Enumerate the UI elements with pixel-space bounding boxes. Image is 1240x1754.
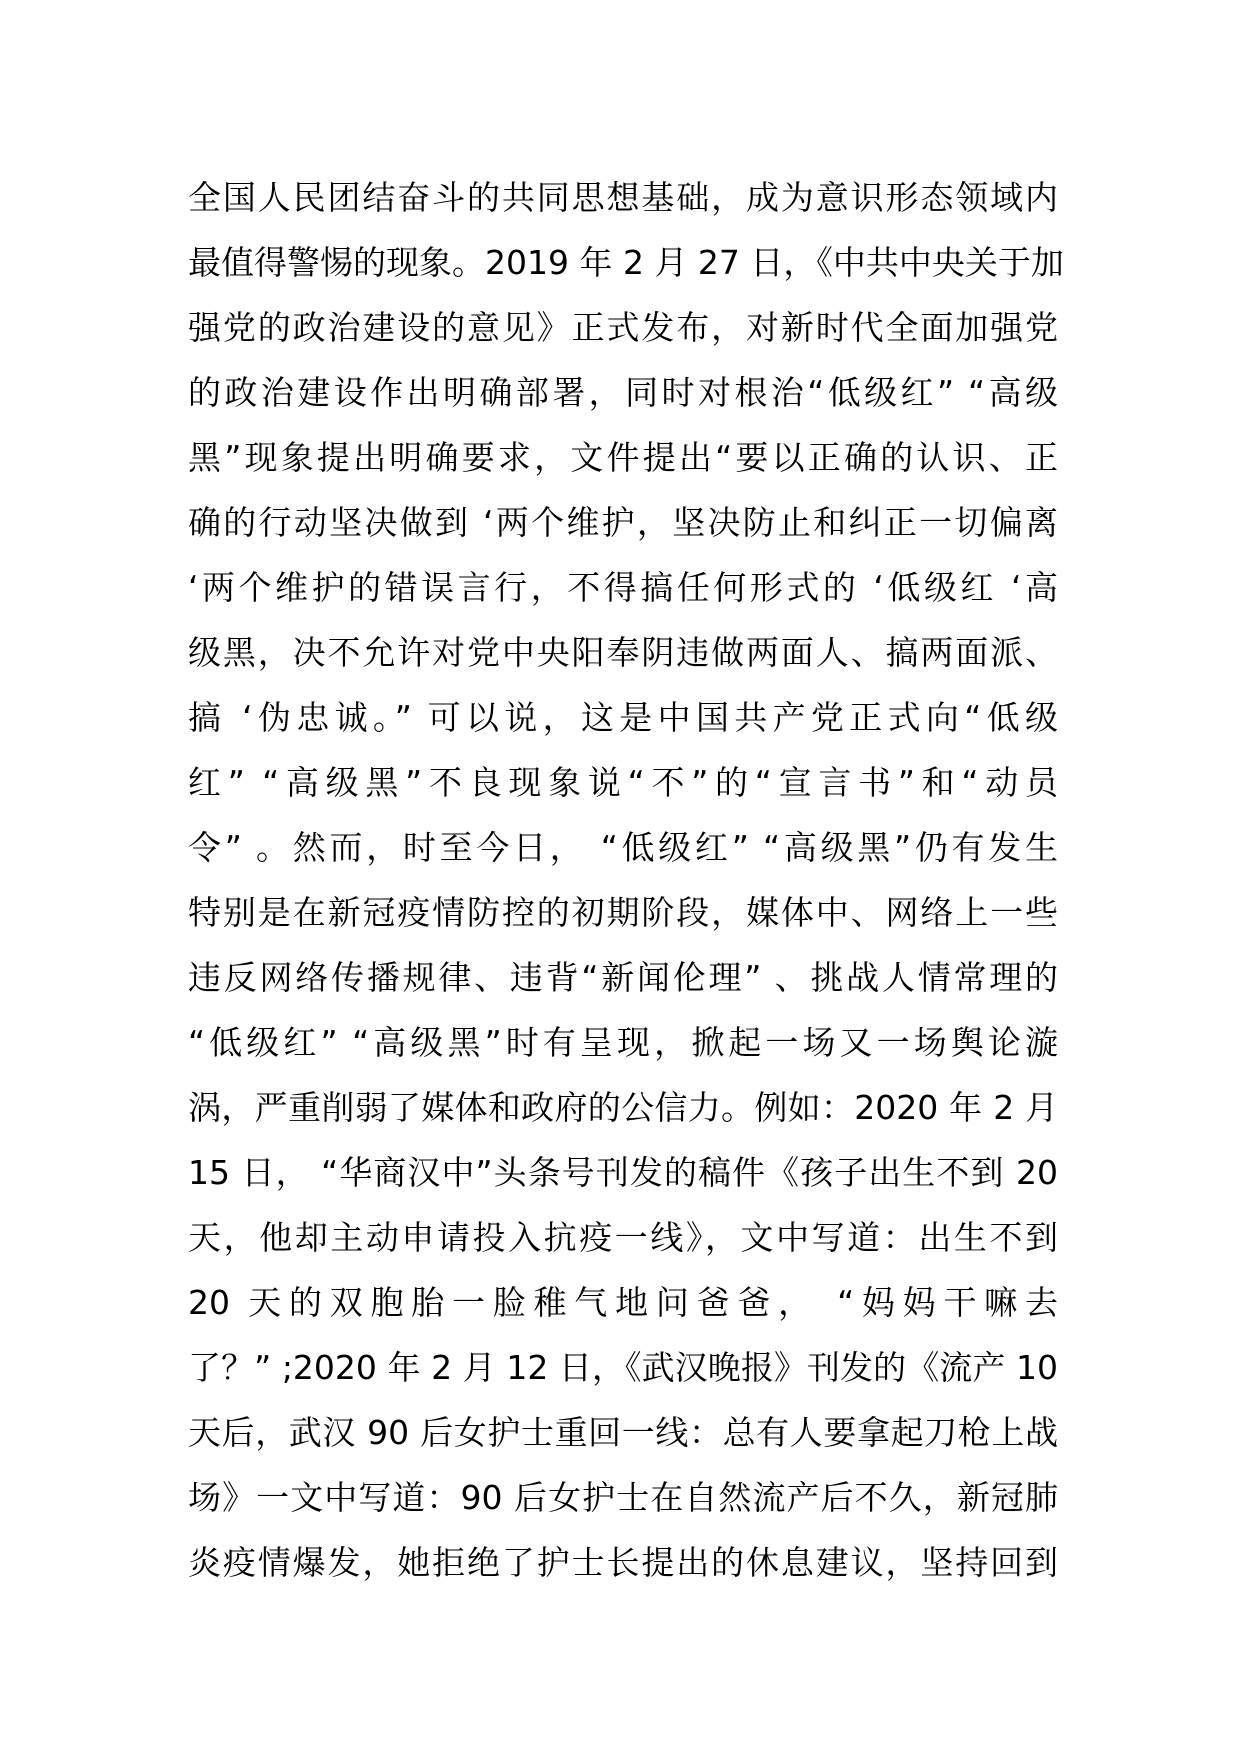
text-line: 20 天的双胞胎一脸稚气地问爸爸， “妈妈干嘛去: [188, 1283, 1058, 1322]
text-line: 天，他却主动申请投入抗疫一线》，文中写道：出生不到: [188, 1218, 1058, 1257]
text-line: 黑”现象提出明确要求，文件提出“要以正确的认识、正: [188, 438, 1058, 477]
text-line: 15 日， “华商汉中”头条号刊发的稿件《孩子出生不到 20: [188, 1153, 1058, 1192]
text-line: 违反网络传播规律、违背“新闻伦理” 、挑战人情常理的: [188, 958, 1058, 997]
text-line: 的政治建设作出明确部署，同时对根治“低级红” “高级: [188, 373, 1058, 412]
text-line: 全国人民团结奋斗的共同思想基础，成为意识形态领域内: [188, 178, 1058, 217]
text-line: 确的行动坚决做到 ‘两个维护，坚决防止和纠正一切偏离: [188, 503, 1058, 542]
text-line: ‘两个维护的错误言行，不得搞任何形式的 ‘低级红 ‘高: [188, 568, 1058, 607]
text-line: 最值得警惕的现象。2019 年 2 月 27 日，《中共中央关于加: [188, 243, 1064, 282]
text-line: “低级红” “高级黑”时有呈现，掀起一场又一场舆论漩: [188, 1023, 1058, 1062]
body-text: [188, 165, 1064, 1595]
text-line: 了？” ;2020 年 2 月 12 日，《武汉晚报》刊发的《流产 10: [188, 1348, 1058, 1387]
text-line: 天后，武汉 90 后女护士重回一线：总有人要拿起刀枪上战: [188, 1413, 1058, 1452]
text-line: 强党的政治建设的意见》正式发布，对新时代全面加强党: [188, 308, 1058, 347]
text-line: 令” 。然而，时至今日， “低级红” “高级黑”仍有发生: [188, 828, 1058, 867]
text-line: 红” “高级黑”不良现象说“不”的“宣言书”和“动员: [188, 763, 1058, 802]
text-line: 搞 ‘伪忠诚。” 可以说，这是中国共产党正式向“低级: [188, 698, 1058, 737]
text-line: 特别是在新冠疫情防控的初期阶段，媒体中、网络上一些: [188, 893, 1058, 932]
text-line: 场》一文中写道：90 后女护士在自然流产后不久，新冠肺: [188, 1478, 1058, 1517]
text-line: 炎疫情爆发，她拒绝了护士长提出的休息建议，坚持回到: [188, 1543, 1058, 1582]
text-line: 级黑，决不允许对党中央阳奉阴违做两面人、搞两面派、: [188, 633, 1058, 672]
text-line: 涡，严重削弱了媒体和政府的公信力。例如：2020 年 2 月: [188, 1088, 1058, 1127]
